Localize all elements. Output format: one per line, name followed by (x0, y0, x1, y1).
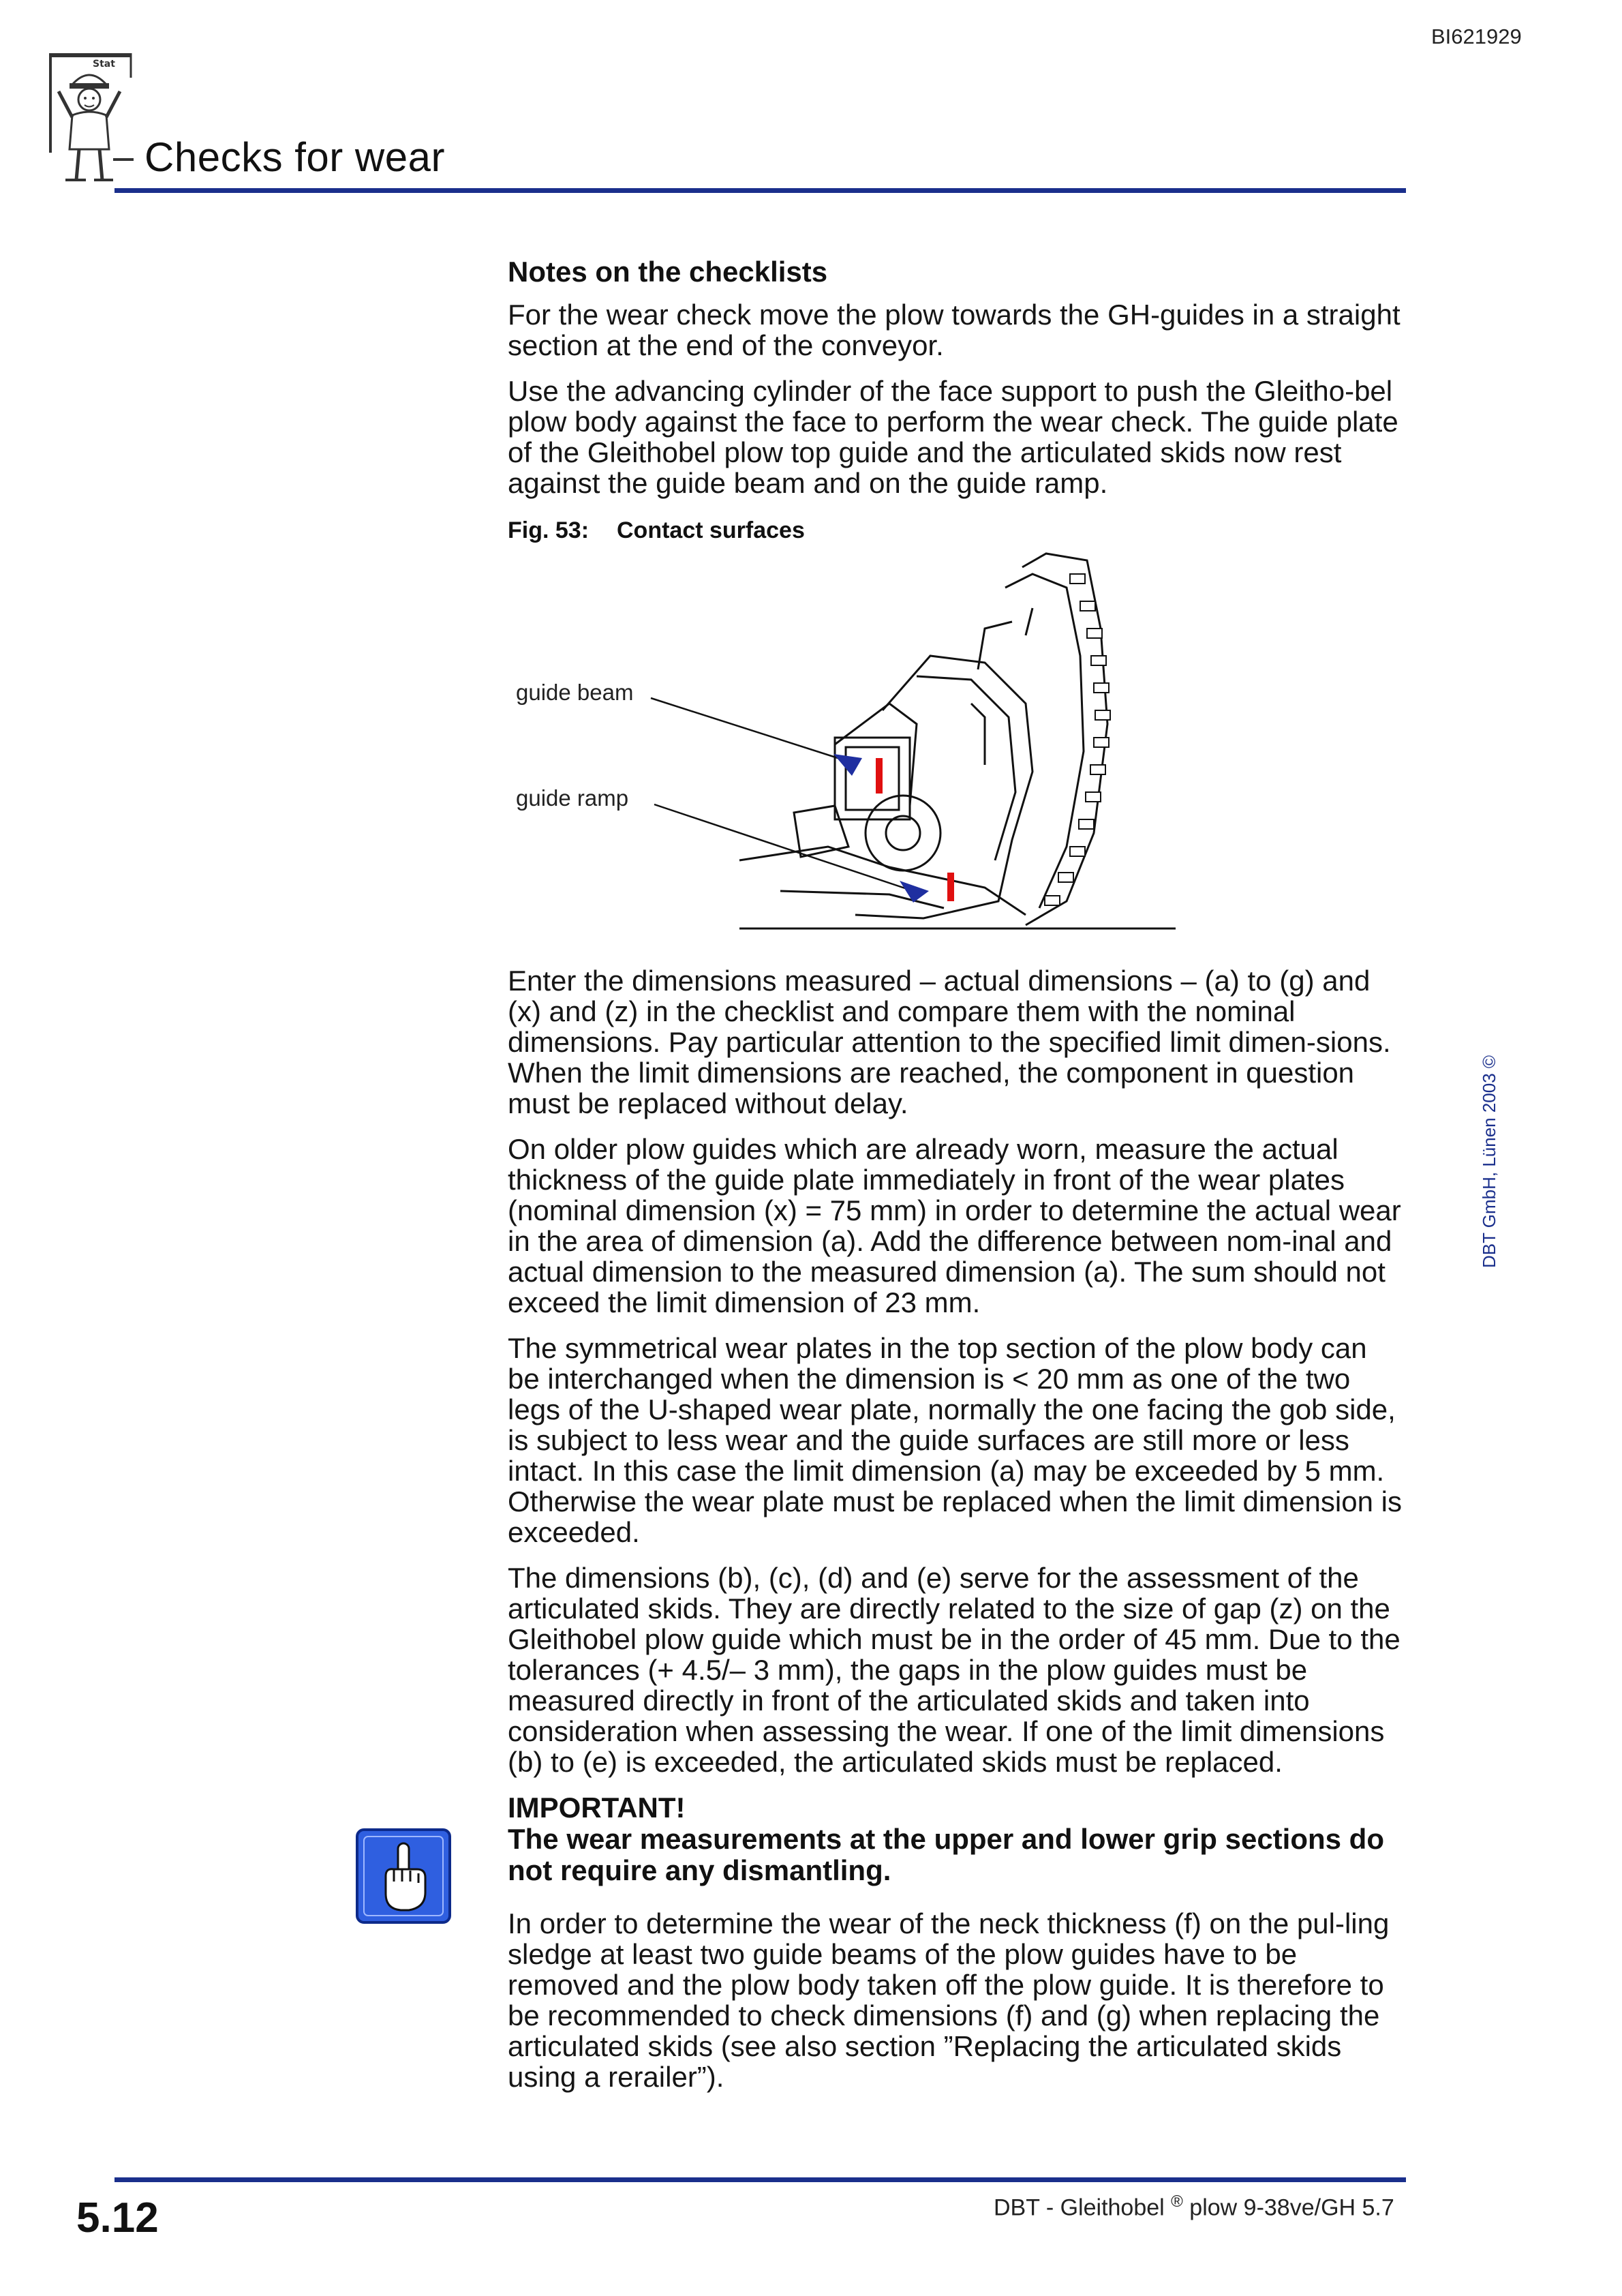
guide-ramp-arrow (900, 881, 929, 903)
plow-body-drawing (508, 547, 1406, 942)
footer-product-prefix: DBT - Gleithobel (994, 2194, 1165, 2221)
copyright-notice: DBT GmbH, Lünen 2003 © (1479, 1055, 1499, 1268)
contact-surfaces-figure (508, 547, 1406, 942)
footer-product-title (994, 2192, 1394, 2221)
figure-number: Fig. 53: (508, 517, 590, 543)
paragraph-wear-check: For the wear check move the plow towards the GH-guides in a straight section at the end of the conveyor. (508, 299, 1401, 361)
document-id: BI621929 (1431, 25, 1522, 48)
pointing-hand-icon (356, 1828, 451, 1924)
page-number: 5.12 (76, 2194, 159, 2241)
header-divider (114, 188, 1406, 193)
paragraph-advancing-cylinder: Use the advancing cylinder of the face support to push the Gleitho-bel plow body against the face to perform the wear check. The guide plate of the Gleithobel plow top guide and the articulated skids now rest against the guide beam and on the guide ramp. (508, 375, 1398, 499)
paragraph-older-guides: On older plow guides which are already worn, measure the actual thickness of the guide plate immediately in front of the wear plates (nominal dimension (x) = 75 mm) in order to determine the actual wear in the area of dimension (a). Add the difference between nom-inal and actual dimension to the measured dimension (a). The sum should not exceed the limit dimension of 23 mm. (508, 1133, 1401, 1318)
paragraph-enter-dimensions: Enter the dimensions measured – actual dimensions – (a) to (g) and (x) and (z) in the checklist and compare them with the nominal dimensions. Pay particular attention to the specified limit dimen-sions. When the limit dimensions are reached, the component in question must be replaced without delay. (508, 965, 1391, 1119)
worker-signal-icon (45, 50, 134, 187)
notes-heading: Notes on the checklists (508, 256, 828, 288)
footer-product-suffix: plow 9-38ve/GH 5.7 (1182, 2194, 1394, 2221)
registered-mark: ® (1171, 2192, 1183, 2211)
contact-surface-beam (876, 758, 883, 794)
guide-beam-arrow (833, 754, 862, 776)
important-text: The wear measurements at the upper and lower grip sections do not require any dismantling. (508, 1823, 1384, 1886)
section-title: Checks for wear (144, 134, 445, 180)
paragraph-articulated-skids: The dimensions (b), (c), (d) and (e) serve for the assessment of the articulated skids. They are directly related to the size of gap (z) on the Gleithobel plow guide which must be in the order of 45 mm. Due to the tolerances (+ 4.5/– 3 mm), the gaps in the plow guides must be measured directly in front of the articulated skids and taken into consideration when assessing the wear. If one of the limit dimensions (b) to (e) is exceeded, the articulated skids must be replaced. (508, 1562, 1401, 1778)
important-label: IMPORTANT! (508, 1792, 686, 1824)
label-guide-beam: guide beam (516, 680, 634, 705)
icon-caption: Stat (93, 59, 115, 70)
paragraph-neck-thickness: In order to determine the wear of the neck thickness (f) on the pul-ling sledge at least two guide beams of the plow guides have to be removed and the plow body taken off the plow guide. It is therefore to be recommended to check dimensions (f) and (g) when replacing the articulated skids (see also section ”Replacing the articulated skids using a rerailer”). (508, 1907, 1390, 2093)
footer-divider (114, 2177, 1406, 2182)
label-guide-ramp: guide ramp (516, 785, 629, 811)
figure-title: Contact surfaces (617, 517, 805, 543)
contact-surface-ramp (947, 873, 954, 901)
figure-caption (508, 517, 1406, 544)
main-content (508, 256, 1406, 2107)
paragraph-symmetrical-plates: The symmetrical wear plates in the top section of the plow body can be interchanged when the dimension is < 20 mm as one of the two legs of the U-shaped wear plate, normally the one facing the gob side, is subject to less wear and the guide surfaces are still more or less intact. In this case the limit dimension (a) may be exceeded by 5 mm. Otherwise the wear plate must be replaced when the limit dimension is exceeded. (508, 1332, 1402, 1548)
